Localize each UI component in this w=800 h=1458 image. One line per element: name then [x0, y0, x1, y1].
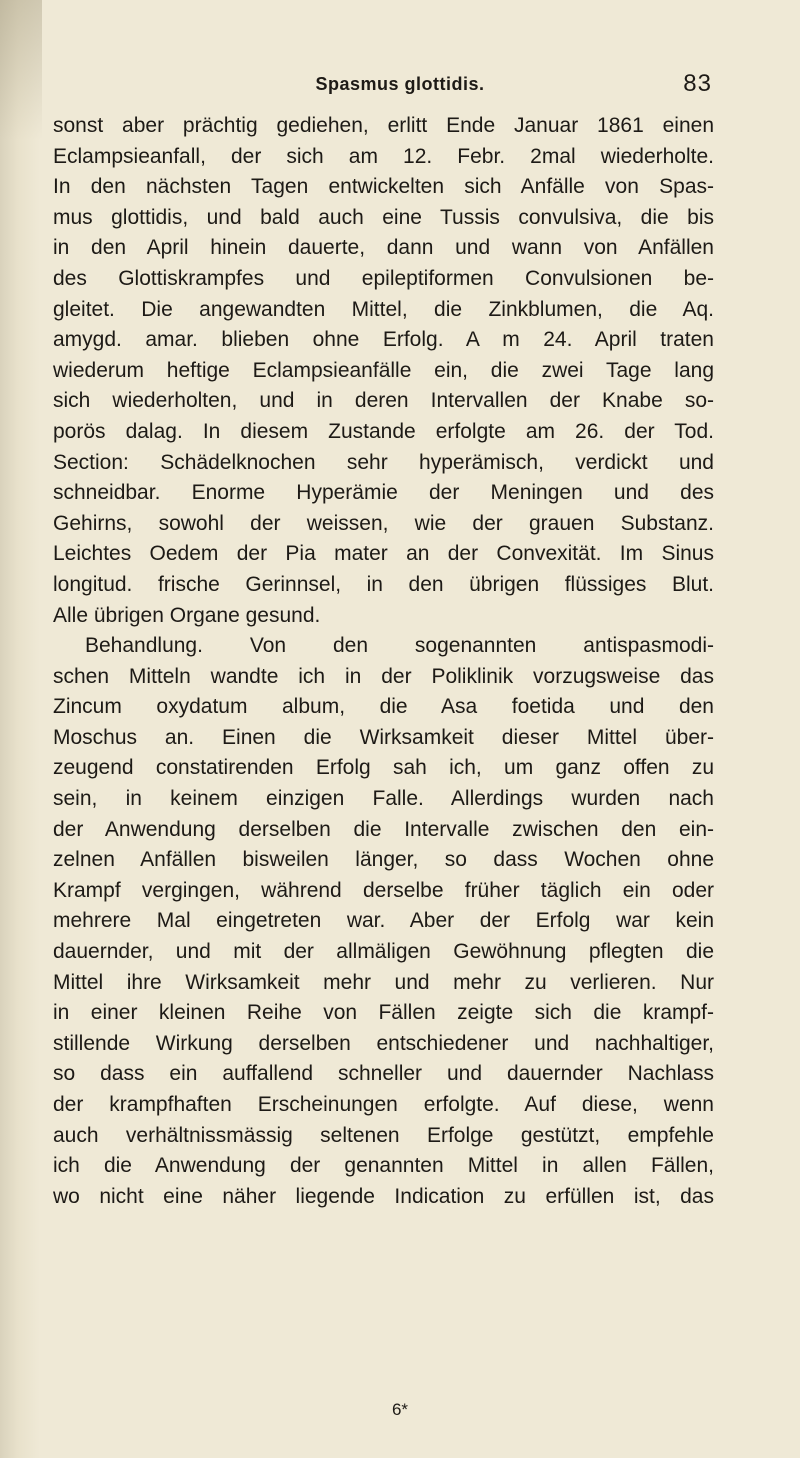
text-line: wiederum heftige Eclampsieanfälle ein, die zwei Tage lang — [53, 358, 714, 382]
text-line: Behandlung. Von den sogenannten antispasmodi- — [85, 634, 714, 658]
text-line: Gehirns, sowohl der weissen, wie der grauen Substanz. — [53, 511, 714, 535]
signature-mark: 6* — [391, 1400, 409, 1419]
text-line: in einer kleinen Reihe von Fällen zeigte sich die krampf- — [53, 1001, 714, 1025]
text-line: mus glottidis, und bald auch eine Tussis convulsiva, die bis — [53, 205, 714, 229]
text-line: Krampf vergingen, während derselbe früher täglich ein oder — [53, 878, 714, 902]
text-line: schen Mitteln wandte ich in der Poliklinik vorzugsweise das — [53, 664, 714, 688]
text-line: dauernder, und mit der allmäligen Gewöhnung pflegten die — [53, 940, 714, 964]
text-line: longitud. frische Gerinnsel, in den übrigen flüssiges Blut. — [53, 572, 714, 596]
page-stain — [0, 0, 42, 140]
text-line: in den April hinein dauerte, dann und wann von Anfällen — [53, 236, 714, 260]
text-line: schneidbar. Enorme Hyperämie der Meningen und des — [53, 481, 714, 505]
text-line: sich wiederholten, und in deren Intervallen der Knabe so- — [53, 389, 714, 413]
text-line: des Glottiskrampfes und epileptiformen Convulsionen be- — [53, 266, 714, 290]
text-line: In den nächsten Tagen entwickelten sich Anfälle von Spas- — [53, 175, 714, 199]
text-line: amygd. amar. blieben ohne Erfolg. A m 24. April traten — [53, 328, 714, 352]
text-line: stillende Wirkung derselben entschiedener und nachhaltiger, — [53, 1031, 714, 1055]
text-line: ich die Anwendung der genannten Mittel in allen Fällen, — [53, 1154, 714, 1178]
running-title: Spasmus glottidis. — [315, 74, 485, 94]
text-line: Mittel ihre Wirksamkeit mehr und mehr zu verlieren. Nur — [53, 970, 714, 994]
text-line: der krampfhaften Erscheinungen erfolgte. Auf diese, wenn — [53, 1093, 714, 1116]
running-head — [0, 70, 800, 104]
text-line: porös dalag. In diesem Zustande erfolgte am 26. der Tod. — [53, 419, 714, 443]
text-line: Alle übrigen Organe gesund. — [53, 603, 321, 627]
text-line: auch verhältnissmässig seltenen Erfolge gestützt, empfehle — [53, 1123, 714, 1147]
text-line: mehrere Mal eingetreten war. Aber der Erfolg war kein — [53, 909, 714, 933]
text-line: wo nicht eine näher liegende Indication zu erfüllen ist, das — [53, 1184, 714, 1208]
text-line: sein, in keinem einzigen Falle. Allerdings wurden nach — [53, 787, 714, 811]
text-line: Zincum oxydatum album, die Asa foetida und den — [53, 695, 714, 719]
text-line: zeugend constatirenden Erfolg sah ich, um ganz offen zu — [53, 756, 714, 780]
text-line: der Anwendung derselben die Intervalle zwischen den ein- — [53, 817, 714, 841]
text-line: Leichtes Oedem der Pia mater an der Convexität. Im Sinus — [53, 542, 714, 566]
text-line: gleitet. Die angewandten Mittel, die Zinkblumen, die Aq. — [53, 297, 714, 321]
text-line: Section: Schädelknochen sehr hyperämisch, verdickt und — [53, 450, 714, 474]
text-line: zelnen Anfällen bisweilen länger, so dass Wochen ohne — [53, 848, 714, 872]
text-line: Moschus an. Einen die Wirksamkeit dieser Mittel über- — [53, 725, 714, 749]
text-line: so dass ein auffallend schneller und dauernder Nachlass — [53, 1062, 714, 1086]
body-text — [53, 111, 714, 1212]
page-number: 83 — [683, 70, 712, 97]
text-line: Eclampsieanfall, der sich am 12. Febr. 2mal wiederholte. — [53, 144, 714, 168]
text-line: sonst aber prächtig gediehen, erlitt Ende Januar 1861 einen — [53, 114, 714, 137]
